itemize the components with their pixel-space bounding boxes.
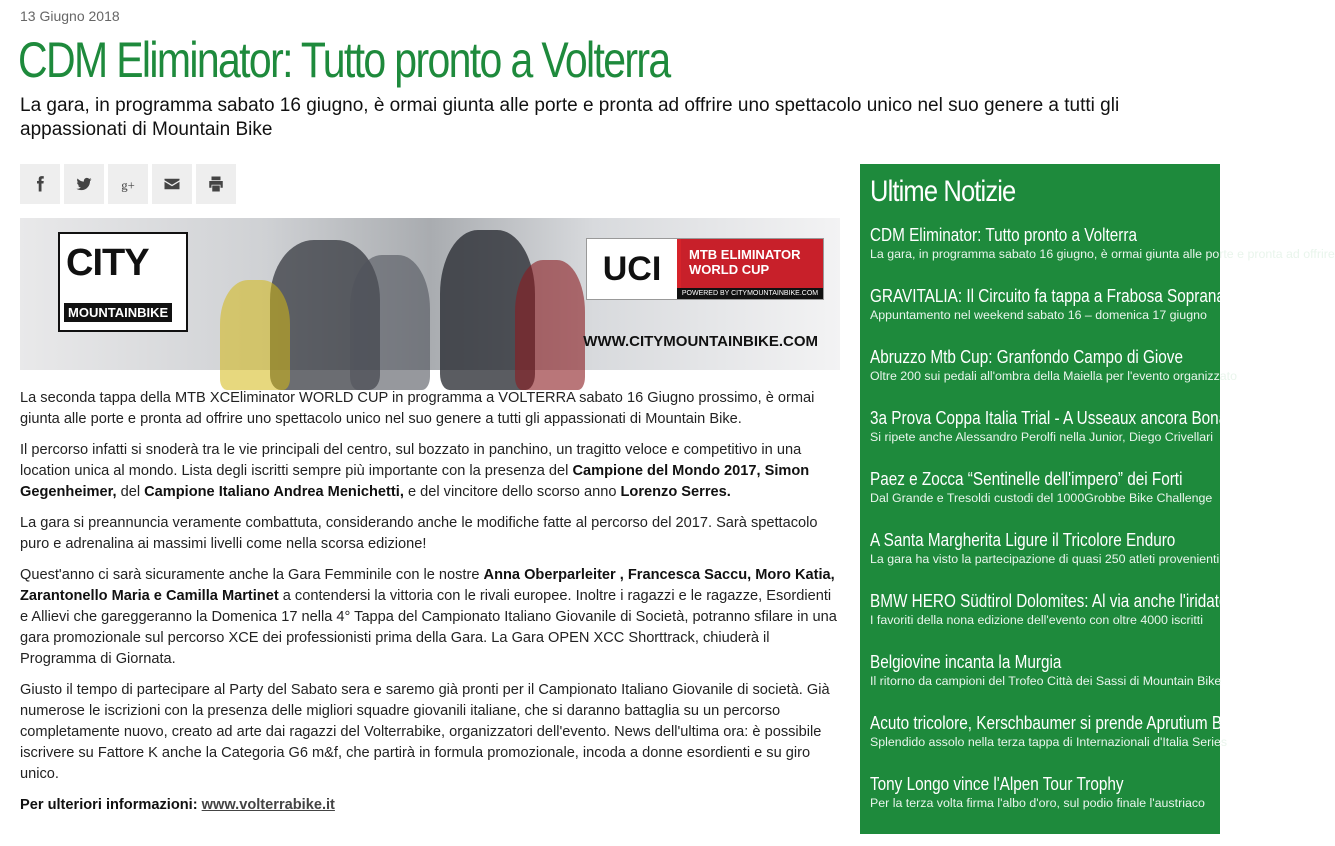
article-date: 13 Giugno 2018 [20,8,120,24]
share-google-plus-button[interactable] [108,164,148,204]
article-paragraph: Giusto il tempo di partecipare al Party del Sabato sera e saremo già pronti per il Campionato Italiano Giovanile di società. Già numerose le iscrizioni con la presenza delle migliori squadre giovanili italiane, che si daranno battaglia su un percorso completamente nuovo, creato ad arte dai ragazzi del Volterrabike, organizzatori dell'evento. News dell'ultima ora: è possibile iscrivere su Fattore K anche la Categoria G6 m&f, che partirà in formula promozionale, incoda a donne esordienti e su giro unico. [20,682,830,782]
uci-logo [586,238,824,300]
info-label: Per ulteriori informazioni: [20,797,198,813]
news-item[interactable] [870,224,1335,285]
article-body [20,388,840,826]
news-title[interactable]: BMW HERO Südtirol Dolomites: Al via anche l'iridato [870,591,1228,611]
google-plus-icon [119,175,137,193]
news-summary: La gara, in programma sabato 16 giugno, è ormai giunta alle porte e pronta ad offrire [870,247,1335,261]
latest-news-sidebar [860,164,1335,834]
news-title[interactable]: Tony Longo vince l'Alpen Tour Trophy [870,774,1124,794]
news-title[interactable]: A Santa Margherita Ligure il Tricolore Enduro [870,530,1176,550]
article-paragraph: La seconda tappa della MTB XCEliminator WORLD CUP in programma a VOLTERRA sabato 16 Giugno prossimo, è ormai giunta alle porte e pronta ad offrire uno spettacolo unico nel suo genere a tutti gli appassionati di Mountain Bike. [20,390,815,427]
share-facebook-button[interactable] [20,164,60,204]
article-paragraph: Il percorso infatti si snoderà tra le vie principali del centro, sul bozzato in panchino, un tragitto veloce e competitivo in una location unica al mondo. Lista degli iscritti sempre più importante con la presenza del Campione del Mondo 2017, Simon Gegenheimer, del Campione Italiano Andrea Menichetti, e del vincitore dello scorso anno Lorenzo Serres. [20,442,810,500]
print-button[interactable] [196,164,236,204]
hero-banner-image [20,218,840,370]
news-title[interactable]: GRAVITALIA: Il Circuito fa tappa a Frabosa Soprana [870,286,1225,306]
sidebar-heading: Ultime Notizie [870,175,1016,208]
volterrabike-link[interactable]: www.volterrabike.it [201,797,335,813]
logo-city-text: CITY [66,242,149,284]
print-icon [207,175,225,193]
twitter-icon [75,175,93,193]
share-twitter-button[interactable] [64,164,104,204]
news-item[interactable] [870,773,1210,834]
news-item[interactable] [870,407,1243,468]
news-item[interactable] [870,590,1228,651]
news-item[interactable] [870,529,1220,590]
uci-powered-by: POWERED BY CITYMOUNTAINBIKE.COM [677,288,823,299]
news-summary: La gara ha visto la partecipazione di quasi 250 atleti provenienti [870,552,1220,566]
banner-url: WWW.CITYMOUNTAINBIKE.COM [583,333,818,350]
news-title[interactable]: Acuto tricolore, Kerschbaumer si prende Aprutium Bike [870,713,1242,733]
news-summary: Appuntamento nel weekend sabato 16 – domenica 17 giugno [870,308,1207,322]
news-summary: Si ripete anche Alessandro Perolfi nella Junior, Diego Crivellari [870,430,1213,444]
news-summary: Dal Grande e Tresoldi custodi del 1000Grobbe Bike Challenge [870,491,1213,505]
share-bar [20,164,236,204]
info-line [20,795,840,816]
news-item[interactable] [870,712,1242,773]
news-item[interactable] [870,285,1225,346]
news-summary: Il ritorno da campioni del Trofeo Città dei Sassi di Mountain Bike [870,674,1222,688]
news-title[interactable]: CDM Eliminator: Tutto pronto a Volterra [870,225,1138,245]
article-paragraph: Quest'anno ci sarà sicuramente anche la Gara Femminile con le nostre Anna Oberparleiter , Francesca Saccu, Moro Katia, Zarantonello Maria e Camilla Martinet a contendersi la vittoria con le rivali europee. Inoltre i ragazzi e le ragazze, Esordienti e Allievi che gareggeranno la Domenica 17 nella 4° Tappa del Campionato Italiano Giovanile di Società, potranno sfilare in una gara promozionale sul percorso XCE dei professionisti prima della Gara. La Gara OPEN XCC Shorttrack, chiuderà il Programma di Giornata. [20,567,837,667]
logo-mtb-text: MOUNTAINBIKE [64,303,172,322]
article-paragraph: La gara si preannuncia veramente combattuta, considerando anche le modifiche fatte al percorso del 2017. Sarà spettacolo puro e adrenalina ai massimi livelli come nella scorsa edizione! [20,515,818,552]
news-item[interactable] [870,346,1238,407]
article-subtitle: La gara, in programma sabato 16 giugno, è ormai giunta alle porte e pronta ad offrire uno spettacolo unico nel suo genere a tutti gli appassionati di Mountain Bike [20,95,1120,140]
news-title[interactable]: Belgiovine incanta la Murgia [870,652,1062,672]
uci-text: UCI [587,239,681,299]
share-email-button[interactable] [152,164,192,204]
email-icon [163,175,181,193]
news-summary: Oltre 200 sui pedali all'ombra della Maiella per l'evento organizzato [870,369,1238,383]
news-item[interactable] [870,468,1213,529]
city-mountainbike-logo [58,232,188,332]
svg-text:g+: g+ [121,178,135,193]
news-summary: Splendido assolo nella terza tappa di Internazionali d'Italia Series [870,735,1228,749]
uci-line2: WORLD CUP [689,262,770,277]
page-title: CDM Eliminator: Tutto pronto a Volterra [18,32,670,88]
news-title[interactable]: 3a Prova Coppa Italia Trial - A Usseaux ancora Bonaldi [870,408,1243,428]
news-summary: Per la terza volta firma l'albo d'oro, sul podio finale l'austriaco [870,796,1205,810]
news-summary: I favoriti della nona edizione dell'evento con oltre 4000 iscritti [870,613,1203,627]
news-title[interactable]: Paez e Zocca “Sentinelle dell'impero” dei Forti [870,469,1183,489]
news-list [870,224,1335,834]
uci-line1: MTB ELIMINATOR [689,247,801,262]
news-item[interactable] [870,651,1222,712]
facebook-icon [31,175,49,193]
news-title[interactable]: Abruzzo Mtb Cup: Granfondo Campo di Giove [870,347,1183,367]
